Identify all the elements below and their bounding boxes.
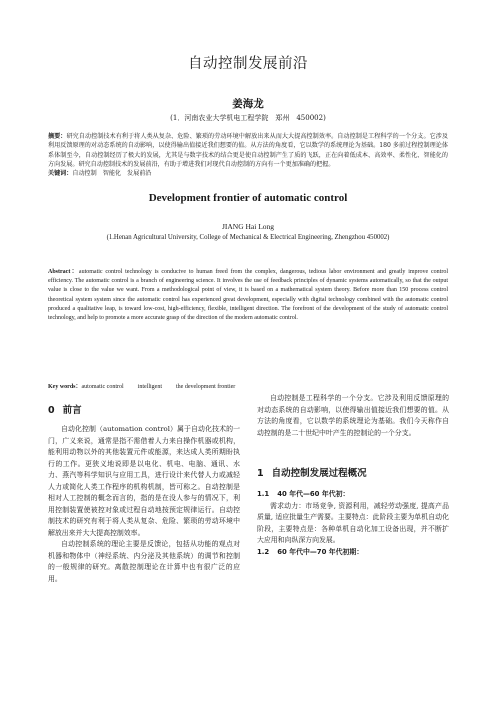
section-title: 自动控制发展过程概况 (271, 468, 367, 479)
english-keywords (48, 383, 448, 392)
chinese-abstract-text: 研究自动控制技术有利于将人类从复杂、危险、繁琐的劳动环境中解放出来从而大大提高控制效率。自动控制是工程科学的一个分支。它涉及利用反馈原理的对动态系统的自动影响，以使得输出值接近我们想要的值。从方法的角度看，它以数学的系统理论为基础。180 多前过程控制理论体系体制至今，自动控制经历了极大的发展，尤其是与数字技术的结合更是使自动控制产生了质的飞跃，正在向着低成本、高效率、柔性化、智能化的方向发展。研究自动控制技术的发展前沿，有助于增进我们对现代自动控制的方向有一个更加准确的把握。 (48, 133, 449, 168)
chinese-affiliation: (1．河南农业大学机电工程学院 郑州 450002) (170, 114, 326, 122)
english-author: JIANG Hai Long (221, 222, 275, 231)
english-abstract (48, 268, 448, 323)
section-number: 0 (48, 405, 55, 416)
english-abstract-label: Abstract： (48, 269, 79, 275)
right-column (257, 393, 449, 558)
subsection-title: 60 年代中—70 年代初期： (277, 547, 364, 556)
body-paragraph: 需求动力：市场竞争, 资源利用，减轻劳动强度, 提高产品质量, 适应批量生产需要。主要特点：此阶段主要为单机自动化阶段，主要特点是：各种单机自动化加工设备出现，并不断扩大应用和向纵深方向发展。 (257, 501, 449, 544)
subsection-title: 40 年代—60 年代初： (277, 490, 350, 498)
chinese-author: 姜海龙 (232, 98, 264, 110)
english-affiliation: (1.Henan Agricultural University, College of Mechanical & Electrical Engineering, Zhengzhou 450002) (106, 234, 390, 241)
english-keyword: intelligent (137, 384, 162, 390)
section-heading-preface (48, 402, 240, 416)
left-column (48, 402, 240, 585)
english-abstract-text: automatic control technology is conducive to human freed from the complex, dangerous, tedious labor environment and greatly improve control efficiency. The automatic control is a branch of engineering science. It involves the use of feedback principles of dynamic systems automatically, so that the output value is close to the value we want. From a methodological point of view, it is based on a mathematical system theory. Before more than 150 process control theoretical system system since the automatic control has experienced great development, especially with digital technology combined with the automatic control produced a qualitative leap, is toward low-cost, high-efficiency, flexible, intelligent direction. The forefront of the development of the study of automatic control technology, and help to promote a more accurate grasp of the direction of the modern automatic control. (48, 269, 448, 322)
english-title: Development frontier of automatic control (148, 192, 348, 204)
chinese-keyword: 自动控制 (72, 170, 97, 177)
subsection-number: 1.1 (257, 490, 270, 498)
chinese-abstract-label: 摘要： (48, 133, 67, 140)
section-number: 1 (257, 468, 264, 479)
body-paragraph: 自动控制系统的理论主要是反馈论，包括从功能的观点对机器和物体中（神经系统、内分泌及其他系统）的调节和控制的一般规律的研究。离散控制理论在计算中也有很广泛的应用。 (48, 540, 240, 583)
english-keyword: automatic control (81, 384, 124, 390)
chinese-title: 自动控制发展前沿 (188, 56, 308, 72)
english-keyword: the development frontier (175, 384, 236, 390)
section-title: 前言 (62, 405, 82, 416)
chinese-keywords (48, 169, 448, 178)
section-heading-overview (257, 465, 449, 479)
chinese-abstract (48, 132, 448, 169)
chinese-keywords-label: 关键词： (48, 170, 73, 177)
body-paragraph: 自动化控制（automation control）属于自动化技术的一门，广义来说，通常是指不需借着人力来自操作机器或机构，能利用动物以外的其他装置元件或能源，来达成人类所期盼执行的工作。更狭义地说即是以电化、机电、电脑、通讯、水力、燕汽等科学知识与应用工具，进行设计来代替人力或减轻人力或简化人类工作程序的机构机制，皆可称之。自动控制是相对人工控制的概念而言的，指的是在没人参与的情况下，利用控制装置使被控对象或过程自动地按预定规律运行。自动控制技术的研究有利于将人类从复杂、危险、繁琐的劳动环境中解放出来并大大提高控制效率。 (48, 425, 240, 537)
chinese-keyword: 智能化 (102, 170, 122, 177)
subsection-heading (257, 489, 449, 501)
subsection-heading (257, 547, 449, 559)
chinese-keyword: 发展前沿 (127, 170, 152, 177)
english-keywords-label: Key words： (48, 384, 82, 390)
subsection-number: 1.2 (257, 547, 270, 556)
body-paragraph: 自动控制是工程科学的一个分支。它涉及利用反馈原理的对动态系统的自动影响，以使得输出值接近我们想要的值。从方法的角度看，它以数学的系统理论为基础。我们今天称作自动控制的是二十世纪中叶产生的控制论的一个分支。 (257, 394, 449, 437)
